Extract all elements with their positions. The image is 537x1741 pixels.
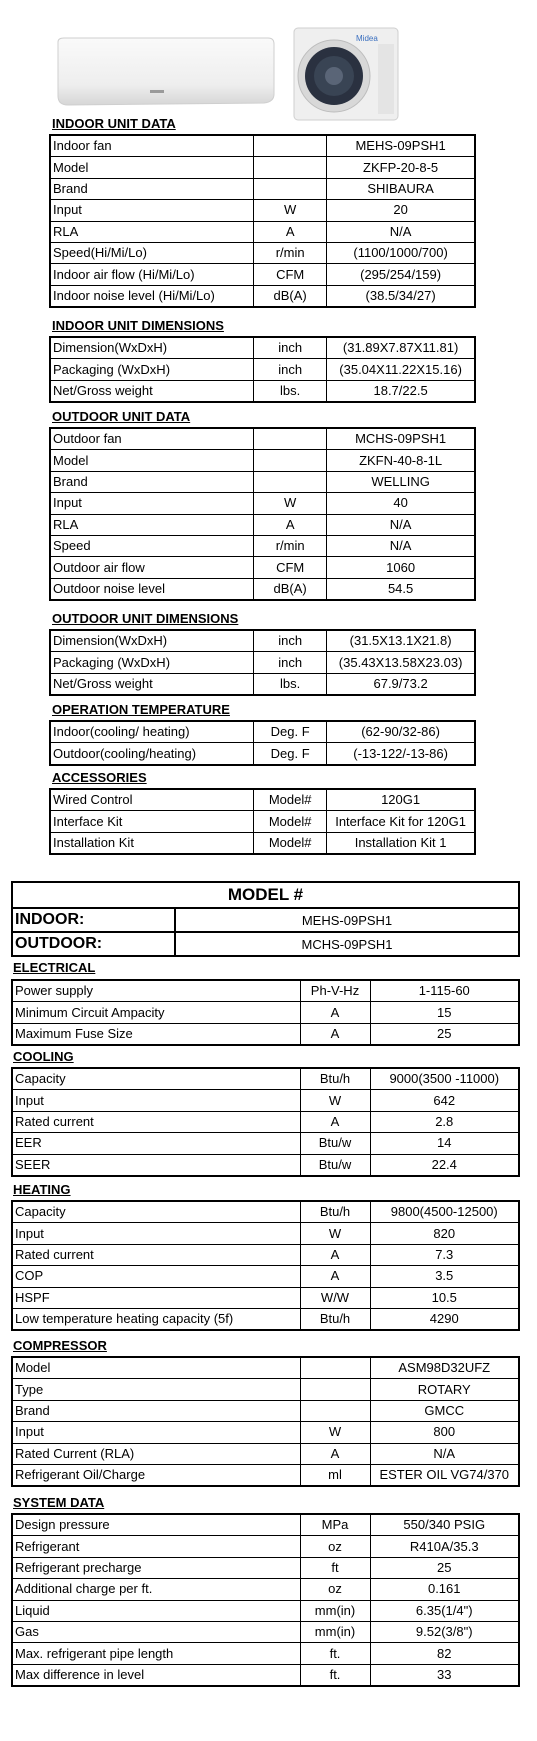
outdoor-unit-data-value: 54.5 [327,578,475,600]
table-row [12,1223,519,1244]
operation-temperature-title: OPERATION TEMPERATURE [52,702,230,717]
table-row [12,1201,519,1223]
system-data-value: R410A/35.3 [370,1536,519,1557]
indoor-unit-data-value: ZKFP-20-8-5 [327,157,475,178]
heating-value: 820 [370,1223,519,1244]
cooling-table [11,1067,520,1177]
table-row [12,1002,519,1023]
indoor-unit-data-label: Indoor fan [50,135,254,157]
table-row [50,200,475,221]
electrical-unit: Ph-V-Hz [300,980,370,1002]
table-row [12,1266,519,1287]
heating-unit: Btu/h [300,1308,370,1330]
table-row [50,359,475,380]
indoor-unit-dimensions-label: Dimension(WxDxH) [50,337,254,359]
model-outdoor-label: OUTDOOR: [12,932,175,956]
compressor-unit: A [300,1443,370,1464]
heating-value: 7.3 [370,1244,519,1265]
accessories-unit: Model# [254,811,327,832]
indoor-unit-data-label: Indoor air flow (Hi/Mi/Lo) [50,264,254,285]
table-row [50,242,475,263]
outdoor-unit-data-table [49,427,476,601]
indoor-unit-data-value: N/A [327,221,475,242]
indoor-unit-data-label: Input [50,200,254,221]
accessories-table [49,788,476,855]
compressor-unit [300,1379,370,1400]
heating-label: Rated current [12,1244,300,1265]
cooling-label: SEER [12,1154,300,1176]
table-row [12,1536,519,1557]
table-row [12,1557,519,1578]
table-row [12,1111,519,1132]
outdoor-unit-data-label: Model [50,450,254,471]
model-indoor-value: MEHS-09PSH1 [175,908,519,932]
system-data-unit: oz [300,1579,370,1600]
heating-unit: W/W [300,1287,370,1308]
table-row [50,221,475,242]
system-data-unit: MPa [300,1514,370,1536]
table-row [50,811,475,832]
compressor-label: Model [12,1357,300,1379]
outdoor-unit-data-unit: CFM [254,557,327,578]
cooling-unit: Btu/w [300,1154,370,1176]
compressor-label: Input [12,1422,300,1443]
table-row [50,557,475,578]
compressor-label: Refrigerant Oil/Charge [12,1464,300,1486]
indoor-unit-dimensions-table [49,336,476,403]
table-row [12,1514,519,1536]
indoor-unit-dimensions-unit: lbs. [254,380,327,402]
table-row [12,1308,519,1330]
heating-value: 9800(4500-12500) [370,1201,519,1223]
table-row [12,1579,519,1600]
accessories-value: Installation Kit 1 [327,832,475,854]
indoor-unit-data-label: Model [50,157,254,178]
indoor-unit-dimensions-title: INDOOR UNIT DIMENSIONS [52,318,224,333]
outdoor-unit-data-unit: dB(A) [254,578,327,600]
heating-unit: A [300,1244,370,1265]
indoor-unit-data-value: (38.5/34/27) [327,285,475,307]
electrical-unit: A [300,1002,370,1023]
outdoor-unit-data-unit [254,471,327,492]
table-row [12,1090,519,1111]
outdoor-unit-dimensions-label: Dimension(WxDxH) [50,630,254,652]
electrical-value: 25 [370,1023,519,1045]
operation-temperature-unit: Deg. F [254,721,327,743]
outdoor-unit-data-unit: r/min [254,535,327,556]
heating-unit: Btu/h [300,1201,370,1223]
system-data-table [11,1513,520,1687]
table-row [12,1643,519,1664]
indoor-unit-dimensions-label: Packaging (WxDxH) [50,359,254,380]
system-data-unit: mm(in) [300,1600,370,1621]
compressor-label: Type [12,1379,300,1400]
compressor-value: 800 [370,1422,519,1443]
indoor-unit-data-value: MEHS-09PSH1 [327,135,475,157]
table-row [12,1379,519,1400]
outdoor-unit-dimensions-unit: inch [254,630,327,652]
table-row [50,578,475,600]
system-data-value: 9.52(3/8") [370,1621,519,1642]
outdoor-unit-dimensions-value: 67.9/73.2 [327,673,475,695]
heating-label: HSPF [12,1287,300,1308]
table-row [12,1068,519,1090]
compressor-value: ROTARY [370,1379,519,1400]
table-row [12,1464,519,1486]
indoor-unit-dimensions-label: Net/Gross weight [50,380,254,402]
outdoor-unit-data-value: 40 [327,493,475,514]
outdoor-unit-data-label: Outdoor fan [50,428,254,450]
indoor-unit-data-value: SHIBAURA [327,178,475,199]
heating-table [11,1200,520,1331]
electrical-value: 1-115-60 [370,980,519,1002]
operation-temperature-label: Outdoor(cooling/heating) [50,743,254,765]
electrical-value: 15 [370,1002,519,1023]
electrical-label: Power supply [12,980,300,1002]
outdoor-unit-data-unit [254,428,327,450]
compressor-value: N/A [370,1443,519,1464]
table-row [50,789,475,811]
electrical-label: Maximum Fuse Size [12,1023,300,1045]
table-row [12,1154,519,1176]
compressor-label: Rated Current (RLA) [12,1443,300,1464]
outdoor-unit-data-value: N/A [327,514,475,535]
outdoor-unit-data-unit [254,450,327,471]
indoor-unit-dimensions-value: 18.7/22.5 [327,380,475,402]
compressor-unit: W [300,1422,370,1443]
indoor-unit-data-label: Brand [50,178,254,199]
cooling-value: 9000(3500 -11000) [370,1068,519,1090]
indoor-unit-data-value: (295/254/159) [327,264,475,285]
system-data-value: 0.161 [370,1579,519,1600]
heating-value: 4290 [370,1308,519,1330]
indoor-unit-data-table [49,134,476,308]
indoor-unit-data-unit [254,178,327,199]
system-data-value: 25 [370,1557,519,1578]
model-table [11,881,520,957]
outdoor-unit-image [292,24,400,124]
electrical-label: Minimum Circuit Ampacity [12,1002,300,1023]
indoor-unit-data-unit: dB(A) [254,285,327,307]
system-data-value: 82 [370,1643,519,1664]
system-data-unit: mm(in) [300,1621,370,1642]
indoor-unit-data-label: Speed(Hi/Mi/Lo) [50,242,254,263]
table-row [50,135,475,157]
compressor-value: ASM98D32UFZ [370,1357,519,1379]
heating-unit: A [300,1266,370,1287]
system-data-value: 33 [370,1664,519,1686]
operation-temperature-value: (62-90/32-86) [327,721,475,743]
system-data-title: SYSTEM DATA [13,1495,105,1510]
outdoor-unit-data-value: MCHS-09PSH1 [327,428,475,450]
outdoor-unit-data-label: Speed [50,535,254,556]
cooling-unit: A [300,1111,370,1132]
outdoor-unit-data-unit: W [254,493,327,514]
table-row [50,535,475,556]
indoor-unit-data-unit [254,135,327,157]
indoor-unit-dimensions-value: (31.89X7.87X11.81) [327,337,475,359]
indoor-unit-data-value: 20 [327,200,475,221]
compressor-table [11,1356,520,1487]
system-data-value: 550/340 PSIG [370,1514,519,1536]
accessories-unit: Model# [254,789,327,811]
heating-unit: W [300,1223,370,1244]
outdoor-unit-dimensions-label: Packaging (WxDxH) [50,652,254,673]
outdoor-unit-dimensions-table [49,629,476,696]
compressor-unit [300,1357,370,1379]
electrical-title: ELECTRICAL [13,960,96,975]
heating-title: HEATING [13,1182,71,1197]
outdoor-unit-data-value: N/A [327,535,475,556]
table-row [12,1664,519,1686]
outdoor-unit-data-unit: A [254,514,327,535]
table-row [12,1621,519,1642]
heating-label: COP [12,1266,300,1287]
system-data-unit: ft [300,1557,370,1578]
cooling-label: EER [12,1133,300,1154]
table-row [50,428,475,450]
system-data-label: Additional charge per ft. [12,1579,300,1600]
compressor-unit: ml [300,1464,370,1486]
indoor-unit-data-unit: r/min [254,242,327,263]
system-data-label: Max. refrigerant pipe length [12,1643,300,1664]
table-row [12,1244,519,1265]
cooling-value: 22.4 [370,1154,519,1176]
heating-label: Capacity [12,1201,300,1223]
table-row [50,337,475,359]
system-data-unit: oz [300,1536,370,1557]
indoor-unit-data-unit: CFM [254,264,327,285]
model-indoor-label: INDOOR: [12,908,175,932]
system-data-unit: ft. [300,1664,370,1686]
table-row [12,1133,519,1154]
table-row [50,178,475,199]
outdoor-unit-dimensions-label: Net/Gross weight [50,673,254,695]
cooling-label: Input [12,1090,300,1111]
table-row [12,1287,519,1308]
table-row [50,471,475,492]
table-row [50,652,475,673]
cooling-unit: W [300,1090,370,1111]
outdoor-unit-data-label: Outdoor air flow [50,557,254,578]
table-row [50,630,475,652]
indoor-unit-data-title: INDOOR UNIT DATA [52,116,176,131]
indoor-unit-dimensions-value: (35.04X11.22X15.16) [327,359,475,380]
cooling-unit: Btu/w [300,1133,370,1154]
outdoor-unit-data-label: Brand [50,471,254,492]
system-data-label: Refrigerant [12,1536,300,1557]
outdoor-unit-data-value: 1060 [327,557,475,578]
indoor-unit-dimensions-unit: inch [254,359,327,380]
indoor-unit-data-value: (1100/1000/700) [327,242,475,263]
system-data-unit: ft. [300,1643,370,1664]
outdoor-unit-dimensions-title: OUTDOOR UNIT DIMENSIONS [52,611,239,626]
operation-temperature-value: (-13-122/-13-86) [327,743,475,765]
table-row [50,493,475,514]
cooling-label: Rated current [12,1111,300,1132]
cooling-value: 14 [370,1133,519,1154]
accessories-label: Wired Control [50,789,254,811]
table-row [12,1357,519,1379]
accessories-label: Installation Kit [50,832,254,854]
outdoor-unit-dimensions-value: (31.5X13.1X21.8) [327,630,475,652]
table-row [12,1443,519,1464]
indoor-unit-data-unit [254,157,327,178]
midea-logo: Midea [356,34,378,43]
system-data-label: Max difference in level [12,1664,300,1686]
table-row [50,514,475,535]
table-row [12,1600,519,1621]
operation-temperature-label: Indoor(cooling/ heating) [50,721,254,743]
electrical-table [11,979,520,1046]
table-row [50,380,475,402]
compressor-title: COMPRESSOR [13,1338,107,1353]
cooling-value: 642 [370,1090,519,1111]
table-row [12,1400,519,1421]
indoor-unit-data-unit: W [254,200,327,221]
heating-value: 10.5 [370,1287,519,1308]
system-data-value: 6.35(1/4") [370,1600,519,1621]
electrical-unit: A [300,1023,370,1045]
system-data-label: Liquid [12,1600,300,1621]
table-row [50,743,475,765]
outdoor-unit-data-label: RLA [50,514,254,535]
outdoor-unit-data-label: Input [50,493,254,514]
compressor-unit [300,1400,370,1421]
cooling-title: COOLING [13,1049,74,1064]
accessories-unit: Model# [254,832,327,854]
indoor-unit-data-label: Indoor noise level (Hi/Mi/Lo) [50,285,254,307]
table-row [50,673,475,695]
heating-value: 3.5 [370,1266,519,1287]
compressor-label: Brand [12,1400,300,1421]
table-row [50,264,475,285]
operation-temperature-table [49,720,476,766]
operation-temperature-unit: Deg. F [254,743,327,765]
table-row [50,450,475,471]
accessories-title: ACCESSORIES [52,770,147,785]
cooling-value: 2.8 [370,1111,519,1132]
indoor-unit-data-label: RLA [50,221,254,242]
outdoor-unit-data-value: ZKFN-40-8-1L [327,450,475,471]
model-outdoor-value: MCHS-09PSH1 [175,932,519,956]
indoor-unit-image [54,36,278,108]
heating-label: Input [12,1223,300,1244]
table-row [12,980,519,1002]
table-row [50,721,475,743]
table-row [12,1422,519,1443]
accessories-label: Interface Kit [50,811,254,832]
cooling-unit: Btu/h [300,1068,370,1090]
cooling-label: Capacity [12,1068,300,1090]
system-data-label: Refrigerant precharge [12,1557,300,1578]
accessories-value: 120G1 [327,789,475,811]
outdoor-unit-data-title: OUTDOOR UNIT DATA [52,409,191,424]
table-row [50,832,475,854]
outdoor-unit-dimensions-unit: lbs. [254,673,327,695]
system-data-label: Design pressure [12,1514,300,1536]
table-row [50,285,475,307]
indoor-unit-dimensions-unit: inch [254,337,327,359]
table-row [50,157,475,178]
accessories-value: Interface Kit for 120G1 [327,811,475,832]
compressor-value: GMCC [370,1400,519,1421]
system-data-label: Gas [12,1621,300,1642]
table-row [12,1023,519,1045]
outdoor-unit-dimensions-value: (35.43X13.58X23.03) [327,652,475,673]
model-header: MODEL # [12,882,519,908]
outdoor-unit-data-value: WELLING [327,471,475,492]
outdoor-unit-data-label: Outdoor noise level [50,578,254,600]
outdoor-unit-dimensions-unit: inch [254,652,327,673]
indoor-unit-data-unit: A [254,221,327,242]
heating-label: Low temperature heating capacity (5f) [12,1308,300,1330]
compressor-value: ESTER OIL VG74/370 [370,1464,519,1486]
